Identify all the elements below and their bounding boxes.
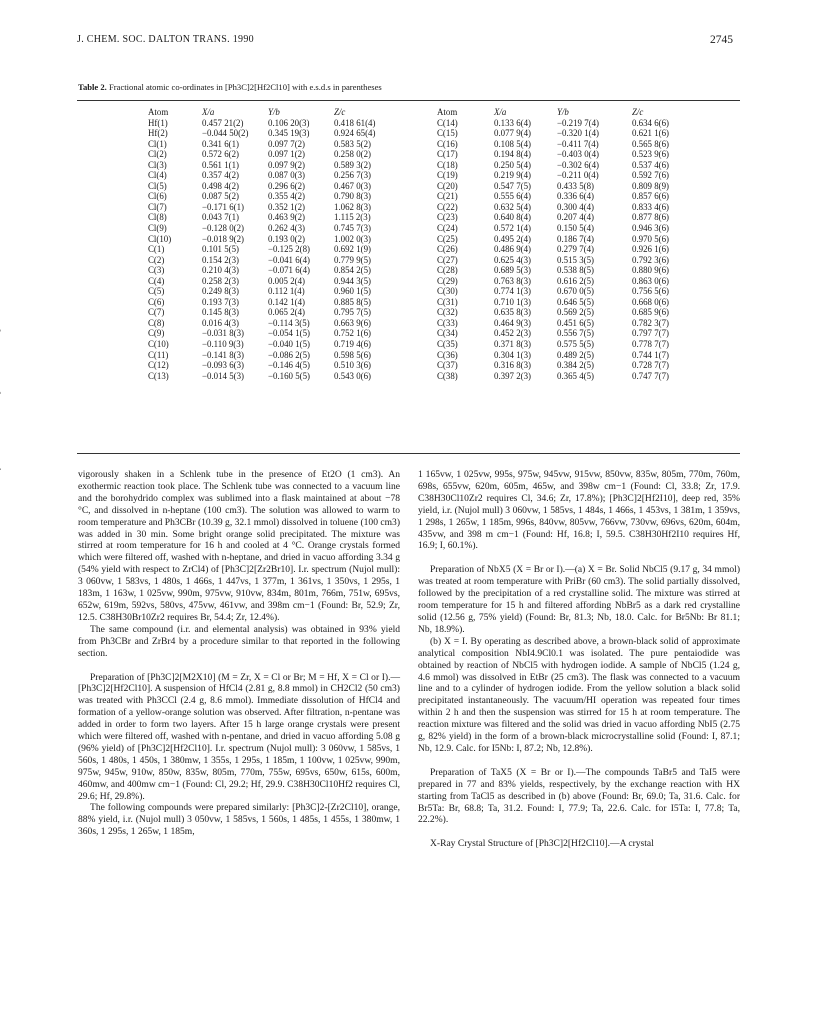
z-coord: 0.854 2(5) [334,265,371,276]
table-row [148,339,412,350]
atom-label: C(15) [437,128,458,139]
z-coord: 0.543 0(6) [334,370,371,381]
atom-label: C(19) [437,170,458,181]
table-row [148,212,412,223]
table-row [437,139,692,150]
z-coord: 0.510 3(6) [334,360,371,371]
atom-label: Cl(7) [148,201,167,212]
z-coord: 0.790 8(3) [334,191,371,202]
z-coord: 0.537 4(6) [632,159,669,170]
col-zc: Z/c [334,107,346,117]
z-coord: 0.944 3(5) [334,275,371,286]
table-row [148,139,412,150]
x-coord: 0.341 6(1) [202,138,239,149]
z-coord: 0.685 9(6) [632,307,669,318]
y-coord: 0.538 8(5) [557,265,594,276]
x-coord: 0.774 1(3) [494,286,531,297]
x-coord: 0.498 4(2) [202,180,239,191]
atom-label: C(5) [148,286,165,297]
atom-label: C(11) [148,349,169,360]
x-coord: 0.635 8(3) [494,307,531,318]
y-coord: −0.125 2(8) [268,244,310,255]
y-coord: 0.352 1(2) [268,201,305,212]
table-caption [78,82,382,92]
x-coord: 0.561 1(1) [202,159,239,170]
table-row [437,318,692,329]
download-watermark [0,0,1,548]
atom-label: Hf(2) [148,128,168,139]
z-coord: 0.778 7(7) [632,339,669,350]
table-row [148,202,412,213]
table-row [148,360,412,371]
atom-label: Cl(9) [148,223,167,234]
atom-label: C(25) [437,233,458,244]
z-coord: 0.880 9(6) [632,265,669,276]
table-row [437,223,692,234]
x-coord: 0.194 8(4) [494,149,531,160]
y-coord: −0.320 1(4) [557,128,599,139]
z-coord: 0.663 9(6) [334,317,371,328]
z-coord: 0.418 61(4) [334,117,376,128]
body-column-left [78,469,400,838]
x-coord: 0.710 1(3) [494,296,531,307]
y-coord: −0.114 3(5) [268,317,310,328]
z-coord: 0.756 5(6) [632,286,669,297]
y-coord: 0.065 2(4) [268,307,305,318]
z-coord: 0.863 0(6) [632,275,669,286]
paragraph: Preparation of TaX5 (X = Br or I).—The compounds TaBr5 and TaI5 were prepared in 77 and 83% yields, respectively, by the exchange reaction with HX starting from TaCl5 as described in (b) above (Found: Br, 69.0; Ta, 31.6. Calc. for Br5Ta: Br, 68.8; Ta, 31.2. Found: I, 77.9; Ta, 22.6. Calc. for I5Ta: I, 77.8; Ta, 22.2%). [418,766,740,826]
z-coord: 0.583 5(2) [334,138,371,149]
z-coord: 0.258 0(2) [334,149,371,160]
z-coord: 0.782 3(7) [632,317,669,328]
z-coord: 1.062 8(3) [334,201,371,212]
atom-label: C(3) [148,265,165,276]
x-coord: 0.371 8(3) [494,339,531,350]
y-coord: 0.556 7(5) [557,328,594,339]
atom-label: C(20) [437,180,458,191]
y-coord: 0.451 6(5) [557,317,594,328]
y-coord: 0.097 1(2) [268,149,305,160]
x-coord: −0.110 9(3) [202,339,244,350]
z-coord: 0.752 1(6) [334,328,371,339]
atom-label: C(8) [148,317,165,328]
y-coord: 0.569 2(5) [557,307,594,318]
z-coord: 0.565 8(6) [632,138,669,149]
table-row [148,223,412,234]
table-row [437,255,692,266]
table-row [148,318,412,329]
z-coord: 0.745 7(3) [334,223,371,234]
y-coord: 0.384 2(5) [557,360,594,371]
table-row [437,160,692,171]
table-row [437,286,692,297]
atom-label: C(16) [437,138,458,149]
z-coord: 0.797 7(7) [632,328,669,339]
z-coord: 0.598 5(6) [334,349,371,360]
paragraph: (b) X = I. By operating as described above, a brown-black solid of approximate analytical composition NbI4.9Cl0.1 was isolated. The pure pentaiodide was obtained by reaction of NbCl5 with hydrogen iodide. A sample of NbCl5 (1.24 g, 4.6 mmol) was dissolved in EtBr (25 cm3). The flask was connected to a vacuum line and to a cylinder of hydrogen iodide. From the yellow solution a black solid precipitated instantaneously. The vacuum/HI operation was repeated four times within 2 h and then the suspension was stirred for 15 h at room temperature. The reaction mixture was filtered and the solid was dried in vacuo affording NbI5 (2.75 g, 82% yield) in the form of a brown-black microcrystalline solid (Found: I, 87.1; Nb, 12.9. Calc. for I5Nb: I, 87.2; Nb, 12.8%). [418,635,740,754]
y-coord: 0.097 7(2) [268,138,305,149]
atom-label: C(36) [437,349,458,360]
y-coord: 0.670 0(5) [557,286,594,297]
z-coord: 0.744 1(7) [632,349,669,360]
y-coord: 0.575 5(5) [557,339,594,350]
y-coord: 0.262 4(3) [268,223,305,234]
z-coord: 0.592 7(6) [632,170,669,181]
table-caption-text: Fractional atomic co-ordinates in [Ph3C]2[Hf2Cl10] with e.s.d.s in parentheses [108,82,382,92]
table-row [437,212,692,223]
atom-label: Cl(3) [148,159,167,170]
z-coord: 0.256 7(3) [334,170,371,181]
atom-label: C(27) [437,254,458,265]
y-coord: −0.040 1(5) [268,339,310,350]
atom-label: C(38) [437,370,458,381]
atom-label: Hf(1) [148,117,168,128]
x-coord: 0.087 5(2) [202,191,239,202]
atom-label: Cl(4) [148,170,167,181]
y-coord: 0.489 2(5) [557,349,594,360]
atom-label: C(21) [437,191,458,202]
table-row [148,297,412,308]
table-row [148,276,412,287]
x-coord: −0.128 0(2) [202,223,244,234]
x-coord: 0.397 2(3) [494,370,531,381]
col-yb: Y/b [268,107,280,117]
paragraph: 1 165vw, 1 025vw, 995s, 975w, 945vw, 915vw, 850vw, 835w, 805m, 770m, 760m, 698s, 655vw, 620m, 605m, 465w, and 398w cm−1 (Found: Cl, 33.8; Zr, 17.9. C38H30Cl10Zr2 requires Cl, 34.6; Zr, 17.8%); [Ph3C]2[Hf2I10], deep red, 35% yield, i.r. (Nujol mull) 3 060vw, 1 585vs, 1 484s, 1 466s, 1 453vs, 1 381m, 1 359vs, 1 298s, 1 265w, 1 185m, 996s, 840vw, 805vw, 766vw, 730vw, 696vs, 620m, 604m, 435vw, and 398 m cm−1 (Found: Hf, 16.8; I, 59.5. C38H30Hf2I10 requires Hf, 16.9; I, 60.1%). [418,469,740,552]
z-coord: 0.833 4(6) [632,201,669,212]
table-row [148,149,412,160]
x-coord: 0.640 8(4) [494,212,531,223]
x-coord: −0.044 50(2) [202,128,249,139]
table-row [148,181,412,192]
x-coord: 0.357 4(2) [202,170,239,181]
y-coord: −0.086 2(5) [268,349,310,360]
x-coord: 0.133 6(4) [494,117,531,128]
y-coord: 0.300 4(4) [557,201,594,212]
atom-label: C(26) [437,244,458,255]
x-coord: 0.572 1(4) [494,223,531,234]
table-row [437,118,692,129]
z-coord: 0.877 8(6) [632,212,669,223]
y-coord: 0.150 5(4) [557,223,594,234]
z-coord: 0.668 0(6) [632,296,669,307]
y-coord: 0.345 19(3) [268,128,310,139]
table-row [437,371,692,382]
y-coord: −0.302 6(4) [557,159,599,170]
z-coord: 0.924 65(4) [334,128,376,139]
y-coord: 0.646 5(5) [557,296,594,307]
atom-label: C(23) [437,212,458,223]
table-row [148,286,412,297]
x-coord: 0.486 9(4) [494,244,531,255]
x-coord: 0.250 5(4) [494,159,531,170]
z-coord: 0.885 8(5) [334,296,371,307]
x-coord: 0.258 2(3) [202,275,239,286]
x-coord: 0.154 2(3) [202,254,239,265]
paragraph: X-Ray Crystal Structure of [Ph3C]2[Hf2Cl10].—A crystal [430,838,654,850]
table-row [437,265,692,276]
table-row [437,170,692,181]
table-row [437,191,692,202]
paragraph: Preparation of [Ph3C]2[M2X10] (M = Zr, X = Cl or Br; M = Hf, X = Cl or I).—[Ph3C]2[Hf2Cl10]. A suspension of HfCl4 (2.81 g, 8.8 mmol) in CH2Cl2 (50 cm3) was treated with Ph3CCl (2.4 g, 8.6 mmol). Immediate dissolution of HfCl4 and formation of a yellow-orange solution was observed. After filtration, n-pentane was added in order to form two layers. After 15 h large orange crystals were present which were filtered off, washed with n-pentane, and dried in vacuo affording 5.08 g (96% yield) of [Ph3C]2[Hf2Cl10]. I.r. spectrum (Nujol mull): 3 060vw, 1 585vs, 1 560s, 1 480s, 1 450s, 1 380mw, 1 355s, 1 295s, 1 185m, 1 100vw, 1 025vw, 990m, 975w, 945w, 910w, 850w, 835w, 805m, 770m, 755w, 695vs, 650w, 615s, 600m, 460mw, and 400mw cm−1 (Found: Cl, 29.2; Hf, 29.9. C38H30Cl10Hf2 requires Cl, 29.6; Hf, 29.8%). [78,671,400,802]
y-coord: 0.515 3(5) [557,254,594,265]
col-atom: Atom [437,107,458,117]
atom-label: C(35) [437,339,458,350]
x-coord: 0.193 7(3) [202,296,239,307]
table-row [437,202,692,213]
x-coord: 0.316 8(3) [494,360,531,371]
z-coord: 0.946 3(6) [632,223,669,234]
table-bottom-rule [77,453,740,454]
table-row [437,339,692,350]
y-coord: 0.186 7(4) [557,233,594,244]
table-row [148,244,412,255]
table-row [148,255,412,266]
y-coord: 0.193 0(2) [268,233,305,244]
x-coord: 0.101 5(5) [202,244,239,255]
atom-label: C(4) [148,275,165,286]
atom-label: Cl(10) [148,233,172,244]
y-coord: 0.433 5(8) [557,180,594,191]
z-coord: 0.621 1(6) [632,128,669,139]
paragraph: The following compounds were prepared similarly: [Ph3C]2-[Zr2Cl10], orange, 88% yield, i.r. (Nujol mull) 3 050vw, 1 585vs, 1 560s, 1 485s, 1 455s, 1 380mw, 1 360s, 1 295s, 1 265w, 1 185m, [78,802,400,838]
y-coord: −0.160 5(5) [268,370,310,381]
atom-label: C(13) [148,370,169,381]
x-coord: 0.108 5(4) [494,138,531,149]
z-coord: 0.719 4(6) [334,339,371,350]
z-coord: 0.792 3(6) [632,254,669,265]
table-row [148,350,412,361]
x-coord: 0.495 2(4) [494,233,531,244]
y-coord: 0.112 1(4) [268,286,305,297]
x-coord: 0.016 4(3) [202,317,239,328]
atom-label: Cl(8) [148,212,167,223]
table-row [437,276,692,287]
x-coord: 0.625 4(3) [494,254,531,265]
atom-label: C(37) [437,360,458,371]
x-coord: −0.018 9(2) [202,233,244,244]
x-coord: 0.077 9(4) [494,128,531,139]
table-row [148,191,412,202]
y-coord: 0.142 1(4) [268,296,305,307]
atom-label: C(6) [148,296,165,307]
x-coord: 0.689 5(3) [494,265,531,276]
atom-label: C(24) [437,223,458,234]
z-coord: 0.795 7(5) [334,307,371,318]
x-coord: 0.547 7(5) [494,180,531,191]
atom-label: C(10) [148,339,169,350]
z-coord: 0.926 1(6) [632,244,669,255]
page-number: 2745 [710,34,733,46]
x-coord: 0.304 1(3) [494,349,531,360]
x-coord: 0.457 21(2) [202,117,244,128]
x-coord: 0.632 5(4) [494,201,531,212]
y-coord: −0.403 0(4) [557,149,599,160]
y-coord: −0.054 1(5) [268,328,310,339]
z-coord: 0.728 7(7) [632,360,669,371]
table-row [148,265,412,276]
y-coord: 0.365 4(5) [557,370,594,381]
y-coord: 0.005 2(4) [268,275,305,286]
y-coord: −0.411 7(4) [557,138,599,149]
y-coord: −0.211 0(4) [557,170,599,181]
table-row [437,350,692,361]
x-coord: −0.171 6(1) [202,201,244,212]
z-coord: 0.589 3(2) [334,159,371,170]
x-coord: 0.219 9(4) [494,170,531,181]
x-coord: 0.145 8(3) [202,307,239,318]
y-coord: −0.219 7(4) [557,117,599,128]
x-coord: 0.763 8(3) [494,275,531,286]
paragraph: The same compound (i.r. and elemental analysis) was obtained in 93% yield from Ph3CBr and ZrBr4 by a procedure similar to that reported in the following section. [78,623,400,659]
table-row [148,234,412,245]
z-coord: 0.809 8(9) [632,180,669,191]
atom-label: C(12) [148,360,169,371]
atom-label: C(2) [148,254,165,265]
y-coord: −0.146 4(5) [268,360,310,371]
table-row [148,160,412,171]
atom-label: C(30) [437,286,458,297]
paragraph: vigorously shaken in a Schlenk tube in the presence of Et2O (1 cm3). An exothermic reaction took place. The Schlenk tube was connected to a vacuum line and the borohydrido complex was sublimed into a flask maintained at about −78 °C, and dissolved in n-heptane (100 cm3). The solution was allowed to warm to room temperature and Ph3CBr (10.39 g, 32.1 mmol) dissolved in toluene (100 cm3) was added in 30 min. Some bright orange solid precipitated. The mixture was stirred at room temperature for 16 h and cooled at 4 °C. Orange crystals formed which were filtered off, washed with n-heptane, and dried in vacuo affording 3.34 g (54% yield with respect to ZrCl4) of [Ph3C]2[Zr2Br10]. I.r. spectrum (Nujol mull): 3 060vw, 1 583vs, 1 480s, 1 466s, 1 447vs, 1 377m, 1 361vs, 1 350vs, 1 295s, 1 183m, 1 163w, 1 025vw, 990m, 975vw, 910vw, 834m, 801m, 766m, 751w, 695vs, 652w, 619m, 592vs, 580vs, 475vw, 461vw, and 398m cm−1 (Found: Br, 52.9; Zr, 12.5. C38H30Br10Zr2 requires Br, 54.4; Zr, 12.4%). [78,469,400,623]
running-header: J. CHEM. SOC. DALTON TRANS. 1990 [77,34,254,45]
table-row [437,244,692,255]
atom-label: C(9) [148,328,165,339]
y-coord: 0.097 9(2) [268,159,305,170]
z-coord: 0.634 6(6) [632,117,669,128]
table-row [437,297,692,308]
table-row [148,118,412,129]
col-yb: Y/b [557,107,569,117]
table-row [437,181,692,192]
x-coord: 0.452 2(3) [494,328,531,339]
y-coord: −0.041 6(4) [268,254,310,265]
z-coord: 0.970 5(6) [632,233,669,244]
body-column-right [418,469,740,850]
z-coord: 0.523 9(6) [632,149,669,160]
z-coord: 0.779 9(5) [334,254,371,265]
z-coord: 0.467 0(3) [334,180,371,191]
col-xa: X/a [202,107,215,117]
table-row [437,149,692,160]
atom-label: C(17) [437,149,458,160]
z-coord: 0.747 7(7) [632,370,669,381]
atom-label: C(31) [437,296,458,307]
table-row [437,128,692,139]
table-row [148,328,412,339]
x-coord: −0.093 6(3) [202,360,244,371]
x-coord: 0.572 6(2) [202,149,239,160]
y-coord: 0.207 4(4) [557,212,594,223]
table-row [148,128,412,139]
coordinates-table-left [148,107,412,381]
col-xa: X/a [494,107,507,117]
atom-label: Cl(1) [148,138,167,149]
table-row [437,307,692,318]
z-coord: 1.002 0(3) [334,233,371,244]
x-coord: 0.043 7(1) [202,212,239,223]
y-coord: 0.106 20(3) [268,117,310,128]
table-row [437,234,692,245]
x-coord: −0.031 8(3) [202,328,244,339]
x-coord: −0.014 5(3) [202,370,244,381]
table-row [148,170,412,181]
z-coord: 0.692 1(9) [334,244,371,255]
y-coord: 0.279 7(4) [557,244,594,255]
coordinates-table-right [437,107,692,381]
atom-label: Cl(6) [148,191,167,202]
x-coord: −0.141 8(3) [202,349,244,360]
y-coord: 0.087 0(3) [268,170,305,181]
y-coord: 0.296 6(2) [268,180,305,191]
atom-label: C(28) [437,265,458,276]
atom-label: C(1) [148,244,165,255]
table-row [148,371,412,382]
table-row [437,328,692,339]
atom-label: C(33) [437,317,458,328]
y-coord: 0.355 4(2) [268,191,305,202]
atom-label: C(18) [437,159,458,170]
x-coord: 0.555 6(4) [494,191,531,202]
x-coord: 0.210 4(3) [202,265,239,276]
atom-label: C(7) [148,307,165,318]
y-coord: 0.336 6(4) [557,191,594,202]
z-coord: 1.115 2(3) [334,212,371,223]
table-label: Table 2. [78,82,107,92]
table-row [437,360,692,371]
atom-label: C(22) [437,201,458,212]
x-coord: 0.464 9(3) [494,317,531,328]
col-atom: Atom [148,107,169,117]
table-row [148,307,412,318]
atom-label: C(32) [437,307,458,318]
z-coord: 0.857 6(6) [632,191,669,202]
table-top-rule [77,100,740,101]
atom-label: Cl(2) [148,149,167,160]
paragraph: Preparation of NbX5 (X = Br or I).—(a) X = Br. Solid NbCl5 (9.17 g, 34 mmol) was treated at room temperature with PriBr (60 cm3). The solid partially dissolved, followed by the precipitation of a red crystalline solid. The mixture was stirred at room temperature for 15 h and filtered affording NbBr5 as a dark red crystalline solid (12.56 g, 75% yield) (Found: Br, 81.3; Nb, 18.0. Calc. for Br5Nb: Br 81.1; Nb, 18.9%). [418,564,740,635]
y-coord: 0.463 9(2) [268,212,305,223]
atom-label: C(34) [437,328,458,339]
atom-label: Cl(5) [148,180,167,191]
z-coord: 0.960 1(5) [334,286,371,297]
atom-label: C(14) [437,117,458,128]
col-zc: Z/c [632,107,644,117]
atom-label: C(29) [437,275,458,286]
x-coord: 0.249 8(3) [202,286,239,297]
y-coord: −0.071 6(4) [268,265,310,276]
y-coord: 0.616 2(5) [557,275,594,286]
